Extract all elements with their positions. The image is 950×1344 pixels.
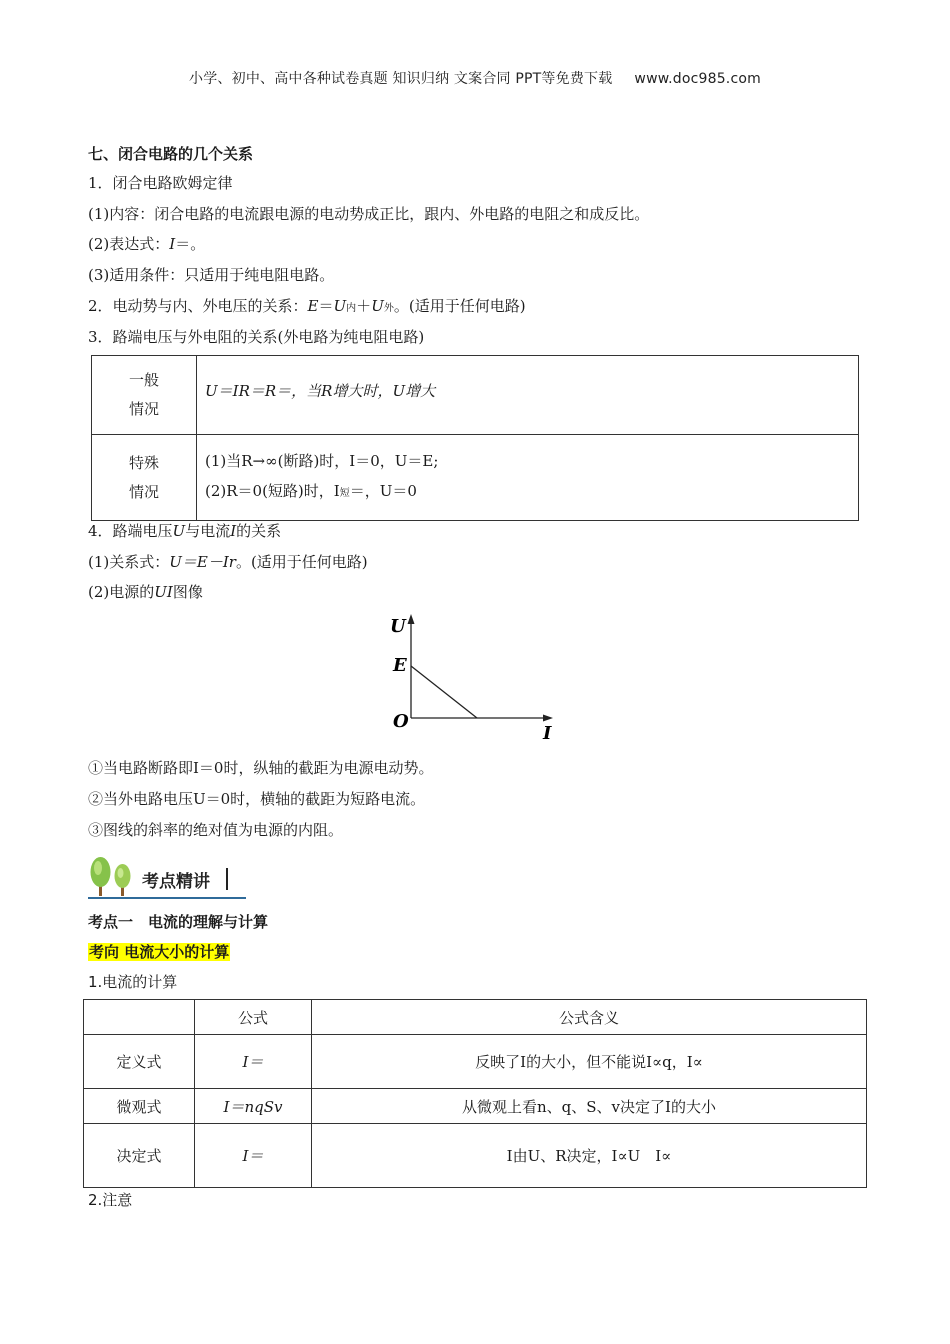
ui-graph [385,612,565,744]
graph-title: (2)电源的UI图像 [88,583,203,601]
banner-divider [226,868,228,890]
special-value: (1)当R→∞(断路)时，I＝0，U＝E; (2)R＝0(短路)时，I短＝，U＝0 [197,435,859,521]
ohm-content: (1)内容：闭合电路的电流跟电源的电动势成正比，跟内、外电路的电阻之和成反比。 [88,205,650,223]
relation-formula: (1)关系式：U＝E－Ir。(适用于任何电路) [88,553,368,571]
x-axis-arrow [543,715,553,722]
table-cell: I＝nqSv [195,1089,312,1124]
item-2: 2．电动势与内、外电压的关系：E＝U内＋U外。(适用于任何电路) [88,297,526,315]
item-3: 3．路端电压与外电阻的关系(外电路为纯电阻电路) [88,328,425,346]
x-axis-label: I [543,723,552,744]
table-cell: 定义式 [84,1035,195,1089]
y-axis-arrow [408,614,415,624]
origin-label: O [393,711,409,732]
table-cell: I＝ [195,1124,312,1188]
y-axis-label: U [390,616,406,637]
e-intercept-label: E [393,655,407,676]
ohm-expression: (2)表达式：I＝。 [88,235,206,253]
banner-underline [88,897,246,899]
ui-line [411,666,477,718]
ohm-condition: (3)适用条件：只适用于纯电阻电路。 [88,266,335,284]
sub-heading-1: 1.电流的计算 [88,973,178,991]
header-cell: 公式含义 [312,1000,867,1035]
header-text: 小学、初中、高中各种试卷真题 知识归纳 文案合同 PPT等免费下载 [189,71,613,87]
point-title: 考点一 电流的理解与计算 [88,913,269,931]
table-row [92,435,859,521]
note-2: ②当外电路电压U＝0时，横轴的截距为短路电流。 [88,790,426,808]
banner-title: 考点精讲 [142,872,210,892]
table-cell: 从微观上看n、q、S、v决定了I的大小 [312,1089,867,1124]
table-cell: 反映了I的大小，但不能说I∝q，I∝ [312,1035,867,1089]
table-row [92,356,859,435]
sub-heading-2: 2.注意 [88,1191,133,1209]
table-header-row [84,1000,867,1035]
terminal-voltage-table [91,355,859,521]
table-row [84,1035,867,1089]
note-3: ③图线的斜率的绝对值为电源的内阻。 [88,821,344,839]
special-label: 特殊 情况 [92,435,197,521]
section-title: 七、闭合电路的几个关系 [88,145,254,163]
point-highlight: 考向 电流大小的计算 [89,943,230,961]
tree-icon [88,854,136,898]
table-cell: 微观式 [84,1089,195,1124]
general-label: 一般 情况 [92,356,197,435]
current-formula-table [83,999,867,1188]
header-cell [84,1000,195,1035]
page-header [0,68,950,88]
section-banner [88,854,248,900]
table-cell: 决定式 [84,1124,195,1188]
general-value: U＝IR＝R＝，当R增大时，U增大 [197,356,859,435]
table-cell: I由U、R决定，I∝U I∝ [312,1124,867,1188]
table-row [84,1089,867,1124]
header-cell: 公式 [195,1000,312,1035]
item-4: 4．路端电压U与电流I的关系 [88,522,282,540]
note-1: ①当电路断路即I＝0时，纵轴的截距为电源电动势。 [88,759,434,777]
header-site[interactable]: www.doc985.com [634,71,761,87]
table-cell: I＝ [195,1035,312,1089]
table-row [84,1124,867,1188]
item-1: 1．闭合电路欧姆定律 [88,174,233,192]
